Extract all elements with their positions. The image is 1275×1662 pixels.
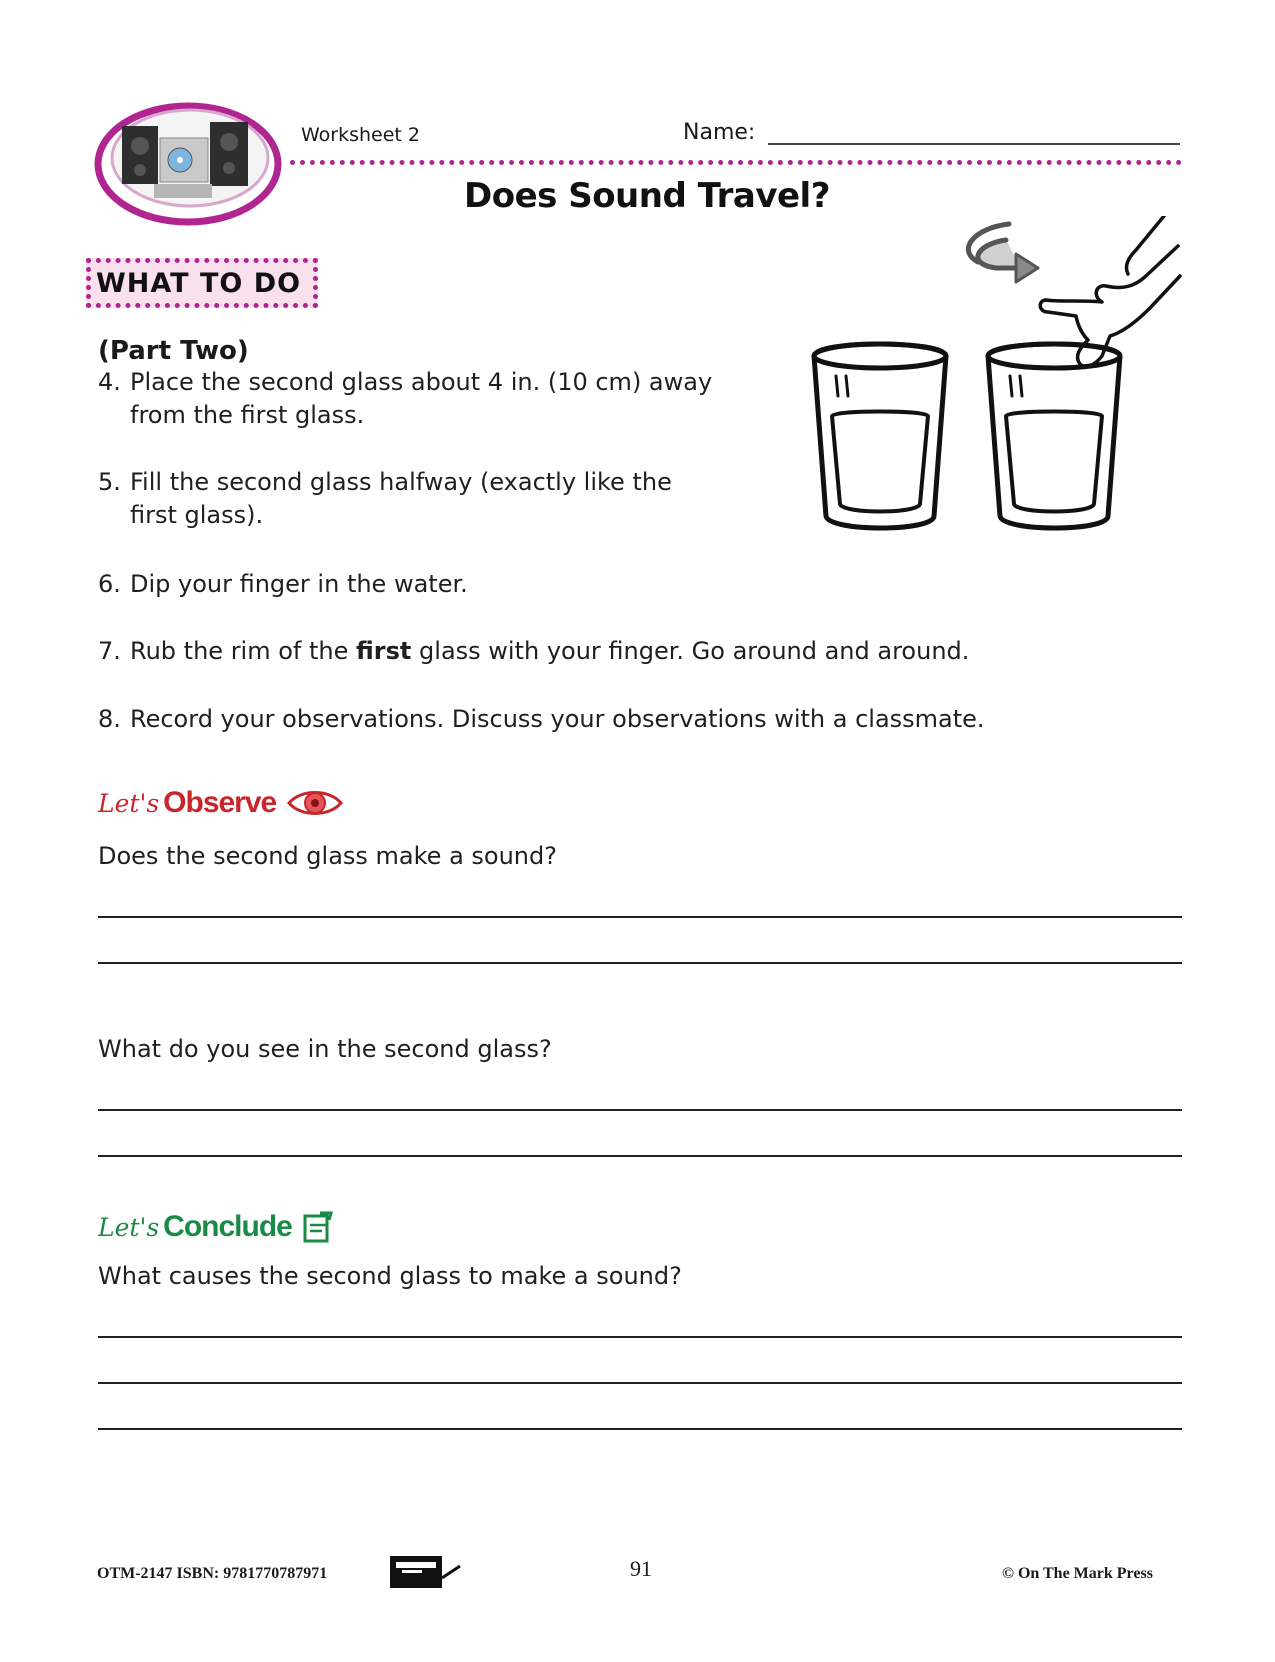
page-number: 91 xyxy=(630,1556,652,1581)
step-text: Dip your finger in the water. xyxy=(130,570,468,598)
answer-line[interactable] xyxy=(98,1155,1182,1157)
name-label: Name: xyxy=(683,120,756,145)
step-text: Record your observations. Discuss your observations with a classmate. xyxy=(130,705,985,733)
step-number: 4. xyxy=(98,368,121,396)
step-text-continued: first glass). xyxy=(130,501,264,529)
answer-line[interactable] xyxy=(98,1428,1182,1430)
conclude-label: Conclude xyxy=(163,1210,292,1243)
answer-line[interactable] xyxy=(98,1109,1182,1111)
step-7 xyxy=(98,635,969,668)
step-text-pre: Rub the rim of the xyxy=(130,637,357,665)
step-4 xyxy=(98,366,712,432)
printer-icon xyxy=(388,1552,462,1590)
step-number: 7. xyxy=(98,637,121,665)
step-8 xyxy=(98,703,985,736)
step-text: Fill the second glass halfway (exactly like the xyxy=(130,468,672,496)
stereo-logo-image xyxy=(92,98,288,230)
name-field[interactable] xyxy=(768,143,1180,145)
part-two-heading: (Part Two) xyxy=(98,336,249,366)
step-number: 5. xyxy=(98,468,121,496)
observe-question-1: Does the second glass make a sound? xyxy=(98,842,557,870)
worksheet-label: Worksheet 2 xyxy=(301,124,421,146)
step-number: 6. xyxy=(98,570,121,598)
eye-icon xyxy=(286,786,344,820)
step-text: Place the second glass about 4 in. (10 cm) away xyxy=(130,368,713,396)
what-to-do-label: WHAT TO DO xyxy=(96,268,302,299)
page-title: Does Sound Travel? xyxy=(464,176,830,216)
step-5 xyxy=(98,466,672,532)
notepad-check-icon xyxy=(302,1210,334,1244)
answer-line[interactable] xyxy=(98,1382,1182,1384)
lets-observe-heading xyxy=(98,786,344,820)
step-text-continued: from the first glass. xyxy=(130,401,365,429)
answer-line[interactable] xyxy=(98,962,1182,964)
lets-conclude-heading xyxy=(98,1210,334,1244)
lets-label: Let's xyxy=(98,1213,160,1242)
footer-publisher: © On The Mark Press xyxy=(1002,1565,1153,1582)
step-text-post: glass with your finger. Go around and around. xyxy=(411,637,970,665)
header-divider xyxy=(290,160,1182,165)
observe-label: Observe xyxy=(163,786,277,819)
answer-line[interactable] xyxy=(98,916,1182,918)
lets-label: Let's xyxy=(98,789,160,818)
glasses-illustration xyxy=(806,216,1186,561)
step-number: 8. xyxy=(98,705,121,733)
observe-question-2: What do you see in the second glass? xyxy=(98,1035,552,1063)
answer-line[interactable] xyxy=(98,1336,1182,1338)
step-6 xyxy=(98,568,468,601)
footer-isbn: OTM-2147 ISBN: 9781770787971 xyxy=(97,1565,328,1582)
conclude-question-1: What causes the second glass to make a sound? xyxy=(98,1262,682,1290)
step-text-bold: first xyxy=(356,637,412,665)
